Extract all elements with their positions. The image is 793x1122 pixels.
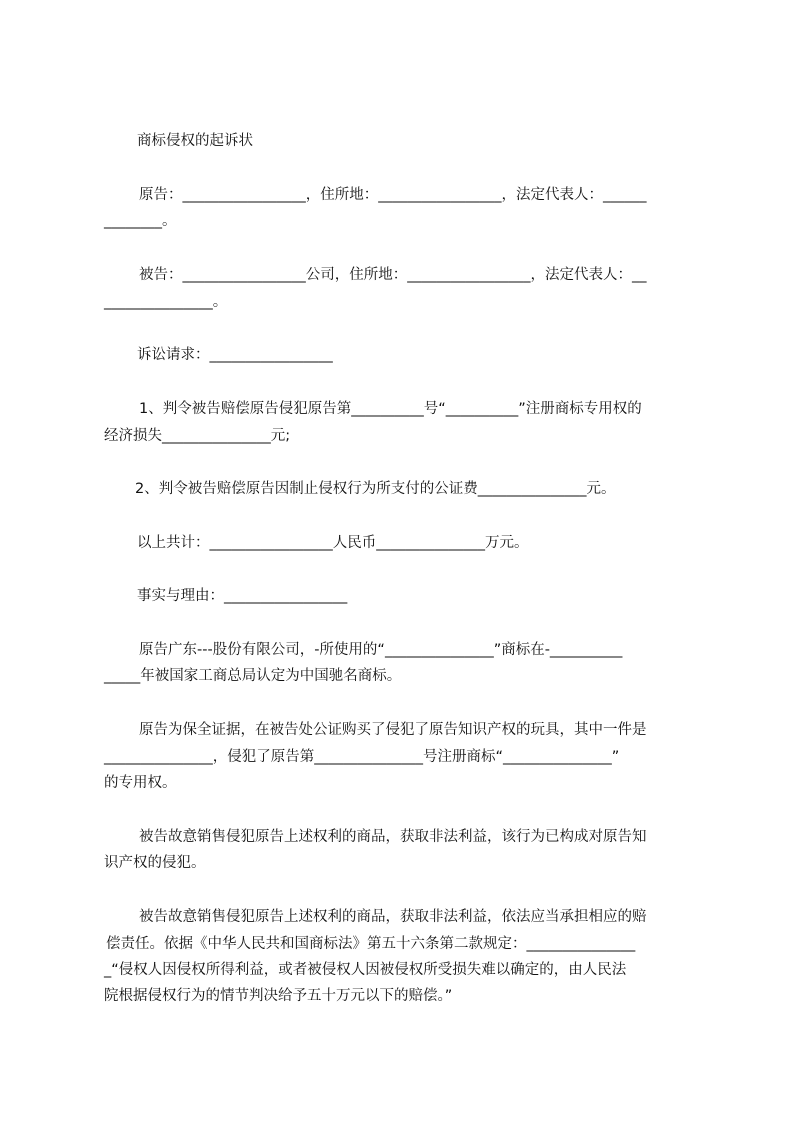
facts-para-2: 原告为保全证据，在被告处公证购买了侵犯了原告知识产权的玩具，其中一件是 [139,722,647,738]
total-line: 以上共计：_________________人民币_______________万元。 [137,535,529,551]
facts-para-4: 被告故意销售侵犯原告上述权利的商品，获取非法利益，依法应当承担相应的赔 [139,909,647,925]
claim-2-line: 2、判令被告赔偿原告因制止侵权行为所支付的公证费_______________元。 [135,481,616,497]
facts-para-2-cont: _______________，侵犯了原告第_______________号注册商标“_______________” [104,749,620,765]
facts-para-4-cont2: _“侵权人因侵权所得利益，或者被侵权人因被侵权所受损失难以确定的，由人民法 [104,962,627,978]
defendant-line-cont: _______________。 [104,294,228,310]
facts-para-3: 被告故意销售侵犯原告上述权利的商品，获取非法利益，该行为已构成对原告知 [139,829,647,845]
facts-para-1: 原告广东---股份有限公司，-所使用的“_______________”商标在-__________ [139,642,623,658]
facts-para-2-end: 的专用权。 [104,775,177,791]
claim-1-line: 1、判令被告赔偿原告侵犯原告第__________号“__________”注册商标专用权的 [139,401,642,417]
facts-para-3-cont: 识产权的侵犯。 [104,855,206,871]
defendant-line: 被告：_________________公司，住所地：_________________，法定代表人：__ [139,267,647,283]
document-title: 商标侵权的起诉状 [137,133,253,149]
plaintiff-line: 原告：_________________，住所地：_________________，法定代表人：______ [139,187,647,203]
facts-heading: 事实与理由：_________________ [137,588,348,604]
claims-heading: 诉讼请求：_________________ [137,347,333,363]
facts-para-4-cont: 偿责任。依据《中华人民共和国商标法》第五十六条第二款规定：_______________ [106,936,636,952]
facts-para-4-end: 院根据侵权行为的情节判决给予五十万元以下的赔偿。” [104,988,453,1004]
facts-para-1-cont: _____年被国家工商总局认定为中国驰名商标。 [104,668,402,684]
plaintiff-line-cont: ________。 [104,213,177,229]
claim-1-line-cont: 经济损失_______________元; [104,428,291,444]
